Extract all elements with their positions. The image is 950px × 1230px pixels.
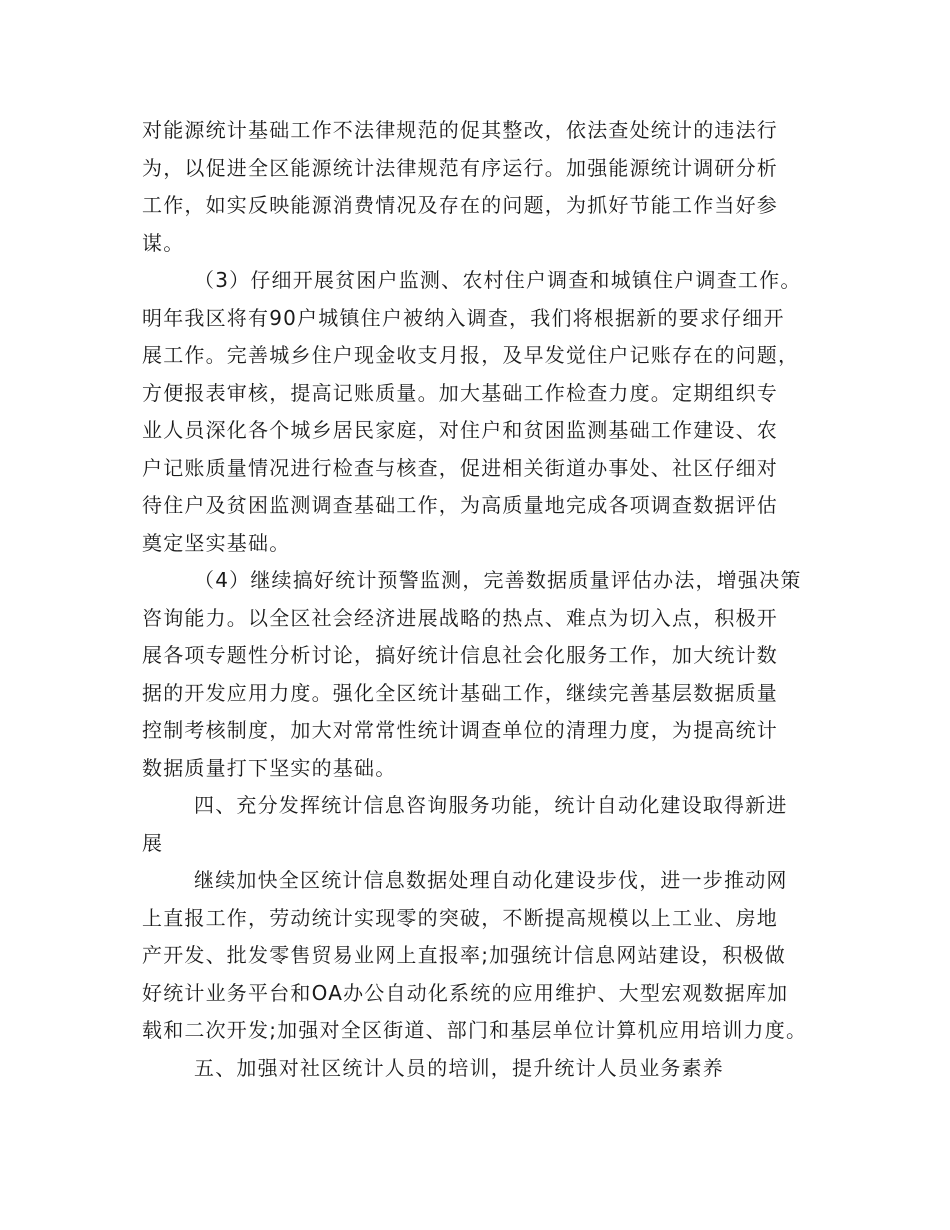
text-line: 载和二次开发;加强对全区街道、部门和基层单位计算机应用培训力度。 <box>142 1018 808 1042</box>
text-line: 展工作。完善城乡住户现金收支月报，及早发觉住户记账存在的问题， <box>142 343 800 367</box>
text-line: 继续加快全区统计信息数据处理自动化建设步伐，进一步推动网 <box>194 868 788 892</box>
text-line: 展 <box>142 830 164 855</box>
text-line: 奠定坚实基础。 <box>142 530 291 555</box>
text-line: 咨询能力。以全区社会经济进展战略的热点、难点为切入点，积极开 <box>142 605 778 630</box>
text-line: 上直报工作，劳动统计实现零的突破，不断提高规模以上工业、房地 <box>142 905 778 930</box>
text-line: 好统计业务平台和OA办公自动化系统的应用维护、大型宏观数据库加 <box>142 980 789 1005</box>
text-line: （4）继续搞好统计预警监测，完善数据质量评估办法，增强决策 <box>194 568 802 592</box>
text-line: 业人员深化各个城乡居民家庭，对住户和贫困监测基础工作建设、农 <box>142 418 778 442</box>
text-line: 为，以促进全区能源统计法律规范有序运行。加强能源统计调研分析 <box>142 155 778 180</box>
text-line: 产开发、批发零售贸易业网上直报率;加强统计信息网站建设，积极做 <box>142 943 786 967</box>
text-line: 对能源统计基础工作不法律规范的促其整改，依法查处统计的违法行 <box>142 118 778 142</box>
text-line: 四、充分发挥统计信息咨询服务功能，统计自动化建设取得新进 <box>194 793 788 817</box>
text-line: 数据质量打下坚实的基础。 <box>142 755 397 780</box>
text-line: （3）仔细开展贫困户监测、农村住户调查和城镇住户调查工作。 <box>194 268 802 292</box>
text-line: 明年我区将有90户城镇住户被纳入调查，我们将根据新的要求仔细开 <box>142 305 785 330</box>
text-line: 五、加强对社区统计人员的培训，提升统计人员业务素养 <box>194 1055 724 1080</box>
text-line: 控制考核制度，加大对常常性统计调查单位的清理力度，为提高统计 <box>142 718 778 742</box>
text-line: 据的开发应用力度。强化全区统计基础工作，继续完善基层数据质量 <box>142 680 778 705</box>
text-line: 谋。 <box>142 230 185 255</box>
text-line: 待住户及贫困监测调查基础工作，为高质量地完成各项调查数据评估 <box>142 493 778 517</box>
text-line: 工作，如实反映能源消费情况及存在的问题，为抓好节能工作当好参 <box>142 193 778 217</box>
text-line: 方便报表审核，提高记账质量。加大基础工作检查力度。定期组织专 <box>142 380 778 405</box>
document-body <box>142 112 832 1087</box>
text-line: 展各项专题性分析讨论，搞好统计信息社会化服务工作，加大统计数 <box>142 643 778 667</box>
text-line: 户记账质量情况进行检查与核查，促进相关街道办事处、社区仔细对 <box>142 455 778 480</box>
